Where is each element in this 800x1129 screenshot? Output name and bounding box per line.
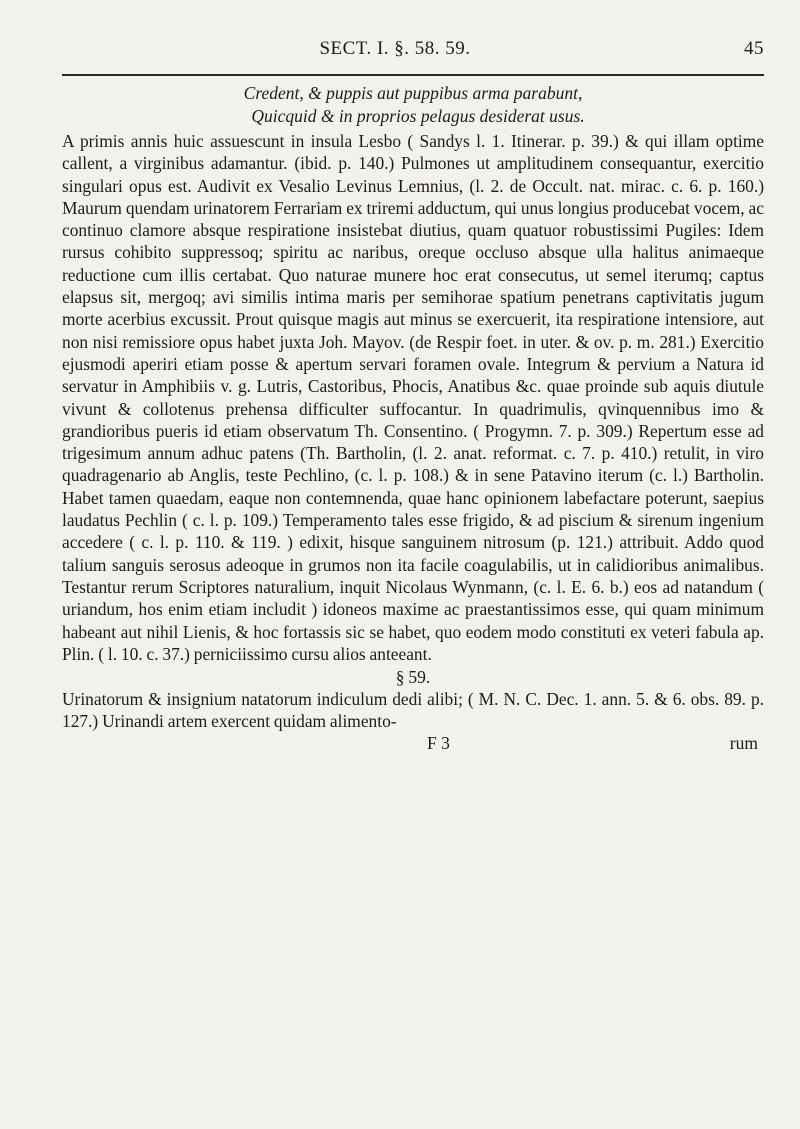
signature-mark: F 3: [427, 732, 450, 753]
page-header: [62, 38, 764, 68]
header-rule: [62, 74, 764, 76]
verse-line-1: Credent, & puppis aut puppibus arma parabunt,: [243, 83, 583, 103]
section-heading: § 59.: [395, 667, 431, 688]
paragraph-section-58: A primis annis huic assuescunt in insula Lesbo ( Sandys l. 1. Itinerar. p. 39.) & qui illam optime callent, a virginibus adamantur. (ibid. p. 140.) Pulmones ut amplitudinem consequantur, exercitio singulari opus est. Audivit ex Vesalio Levinus Lemnius, (l. 2. de Occult. nat. mirac. c. 6. p. 160.) Maurum quendam urinatorem Ferrariam ex triremi adductum, qui unus longius producebat vocem, ac continuo clamore absque respiratione insistebat diutius, quam quatuor robustissimi Pugiles: Idem rursus cohibito suppressoq; spiritu ac naribus, oreque occluso absque ulla halitus animaeque reductione cum illis certabat. Quo naturae munere hoc erat consecutus, ut semel iterumq; captus elapsus sit, mergoq; avi similis intima maris per semihorae spatium penetrans captivitatis jugum morte acerbius excussit. Prout quisque magis aut minus se exercuerit, ita respiratione intensiore, aut non nisi remissiore opus habet juxta Joh. Mayov. (de Respir foet. in uter. & ov. p. m. 281.) Exercitio ejusmodi aperiri etiam posse & apertum servari foramen ovale. Integrum & pervium a Natura id servatur in Amphibiis v. g. Lutris, Castoribus, Phocis, Anatibus &c. quae proinde sub aquis diutule vivunt & collotenus prehensa difficulter suffocantur. In quadrimulis, qvinquennibus imo & grandioribus pueris id etiam observatum Th. Consentino. ( Progymn. 7. p. 309.) Repertum esse ad trigesimum annum adhuc patens (Th. Bartholin, (l. 2. anat. reformat. c. 7. p. 410.) retulit, in viro quadragenario ab Anglis, teste Pechlino, (c. l. p. 108.) & in sene Patavino iterum (c. l.) Bartholin. Habet tamen quaedam, eaque non contemnenda, quae hanc opinionem labefactare poterunt, saepius laudatus Pechlin ( c. l. p. 109.) Temperamento tales esse frigido, & ad piscium & sirenum ingenium accedere ( c. l. p. 110. & 119. ) edixit, hisque sanguinem nitrosum (p. 121.) attribuit. Addo quod talium sanguis serosus adeoque in grumos non ita facile coagulabilis, ut in calidioribus animalibus. Testantur rerum Scriptores naturalium, inquit Nicolaus Wynmann, (c. l. E. 6. b.) eos ad natandum ( uriandum, hos enim etiam includit ) idoneos maxime ac praestantissimos esse, qui quam minimum habeant aut nihil Lienis, & hoc fortassis sic se habet, quo eodem modo constituti ex veteri fabula ap. Plin. ( l. 10. c. 37.) perniciissimo cursu alios anteeant.: [62, 131, 764, 664]
catchword: rum: [729, 732, 758, 753]
running-head: SECT. I. §. 58. 59.: [319, 38, 471, 59]
verse-line-2: Quicquid & in proprios pelagus desiderat usus.: [251, 106, 585, 126]
paragraph-section-59: Urinatorum & insignium natatorum indiculum dedi alibi; ( M. N. C. Dec. 1. ann. 5. & 6. obs. 89. p. 127.) Urinandi artem exercent quidam alimento-: [62, 689, 764, 732]
page-number: 45: [744, 38, 764, 59]
verse-quotation: [62, 82, 764, 128]
body-text: [62, 130, 764, 733]
page-footer: [62, 733, 764, 757]
